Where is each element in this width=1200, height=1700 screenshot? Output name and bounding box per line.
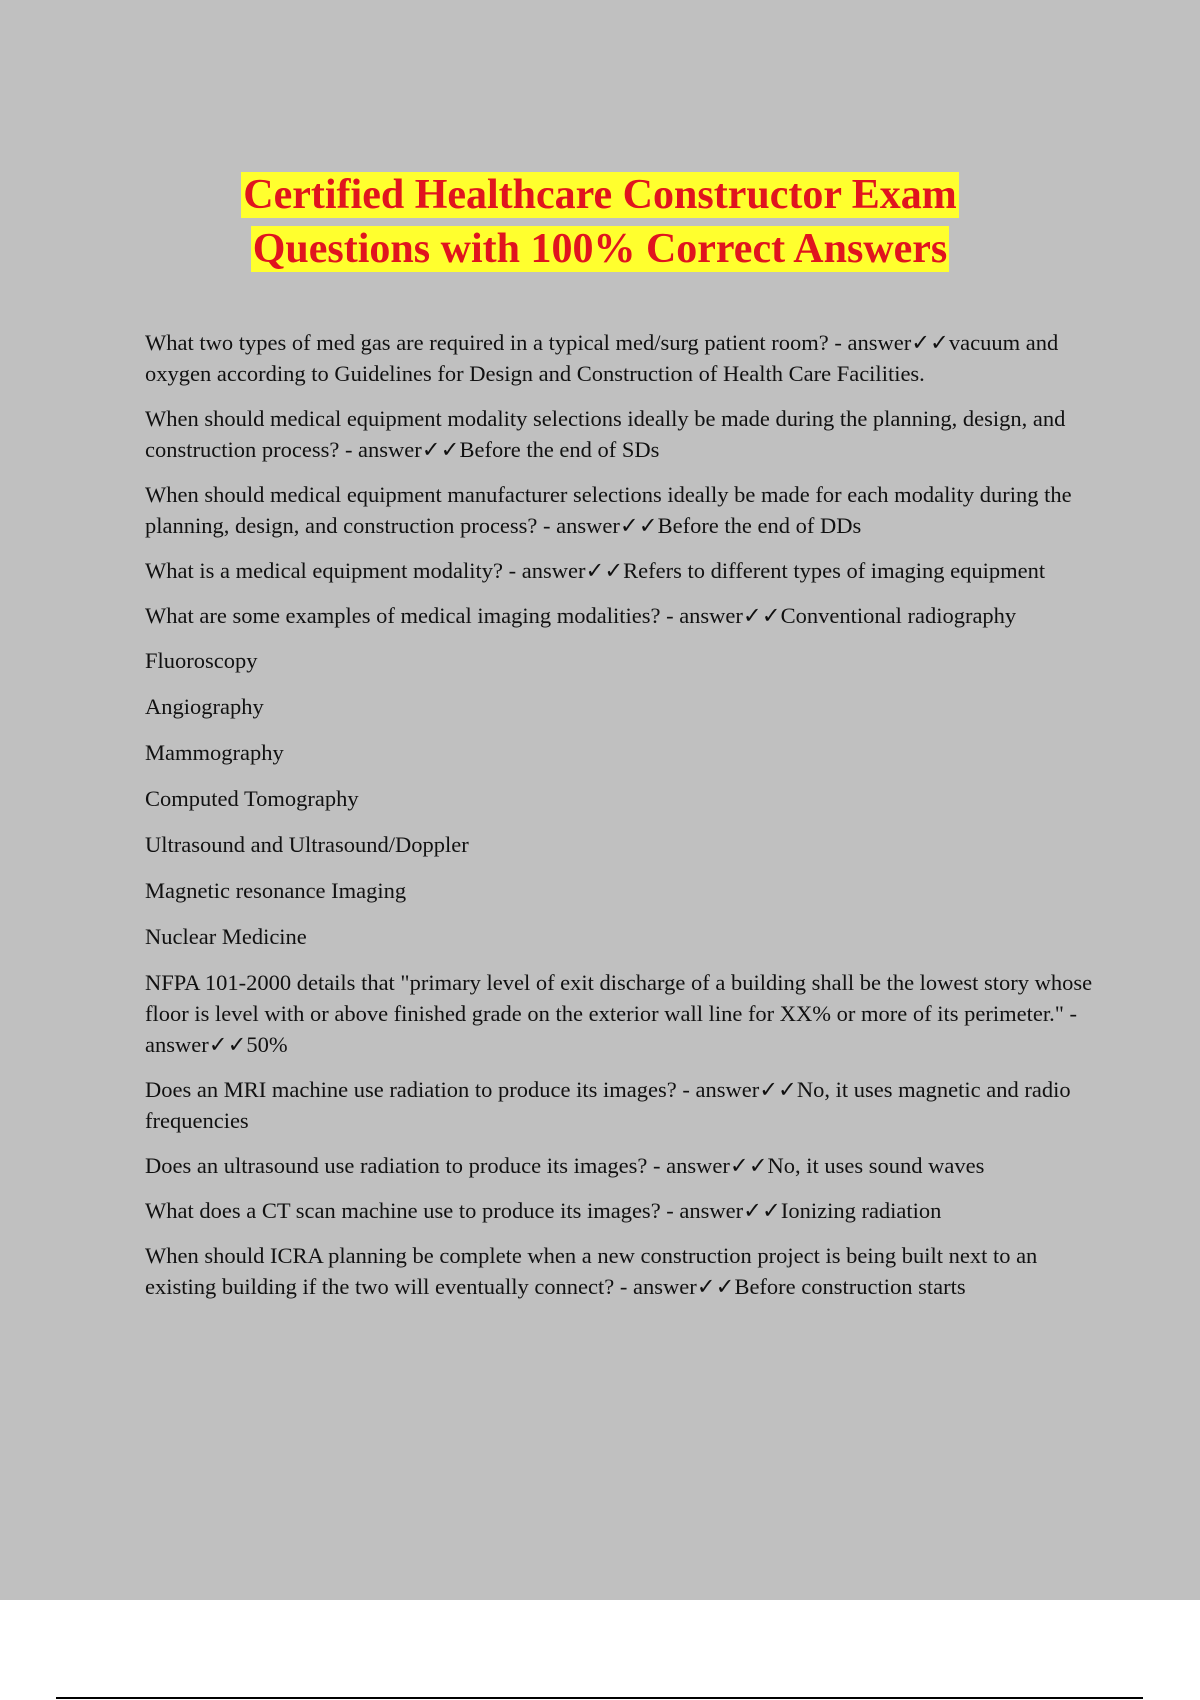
qa-entry: Does an ultrasound use radiation to produce its images? - answer✓✓No, it uses sound waves (145, 1153, 985, 1178)
qa-entry: What two types of med gas are required in a typical med/surg patient room? - answer✓✓vacuum and oxygen according to Guidelines for Design and Construction of Health Care Facilities. (145, 330, 1059, 386)
title-line-2: Questions with 100% Correct Answers (252, 226, 948, 272)
qa-entry: NFPA 101-2000 details that "primary level of exit discharge of a building shall be the lowest story whose floor is level with or above finished grade on the exterior wall line for XX% or more of its perimeter." - answer✓✓50% (145, 970, 1093, 1057)
qa-entry: What are some examples of medical imaging modalities? - answer✓✓Conventional radiography (145, 603, 1017, 628)
title-line-1: Certified Healthcare Constructor Exam (243, 172, 957, 218)
modality-item: Angiography (145, 694, 264, 719)
modality-item: Fluoroscopy (145, 648, 258, 673)
qa-entry: What is a medical equipment modality? - answer✓✓Refers to different types of imaging equipment (145, 558, 1046, 583)
modality-item: Mammography (145, 740, 284, 765)
modality-item: Nuclear Medicine (145, 924, 307, 949)
modality-item: Ultrasound and Ultrasound/Doppler (145, 832, 469, 857)
qa-entry: When should medical equipment manufacturer selections ideally be made for each modality during the planning, design, and construction process? - answer✓✓Before the end of DDs (145, 482, 1072, 538)
modality-item: Magnetic resonance Imaging (145, 878, 407, 903)
page-divider (56, 1697, 1143, 1699)
document-title (0, 168, 1200, 276)
qa-entry: Does an MRI machine use radiation to produce its images? - answer✓✓No, it uses magnetic and radio frequencies (145, 1077, 1071, 1133)
qa-entry: When should ICRA planning be complete when a new construction project is being built next to an existing building if the two will eventually connect? - answer✓✓Before construction starts (145, 1243, 1038, 1299)
qa-list (145, 327, 1095, 1316)
modality-item: Computed Tomography (145, 786, 359, 811)
qa-entry: When should medical equipment modality selections ideally be made during the planning, design, and construction process? - answer✓✓Before the end of SDs (145, 406, 1066, 462)
qa-entry: What does a CT scan machine use to produce its images? - answer✓✓Ionizing radiation (145, 1198, 942, 1223)
